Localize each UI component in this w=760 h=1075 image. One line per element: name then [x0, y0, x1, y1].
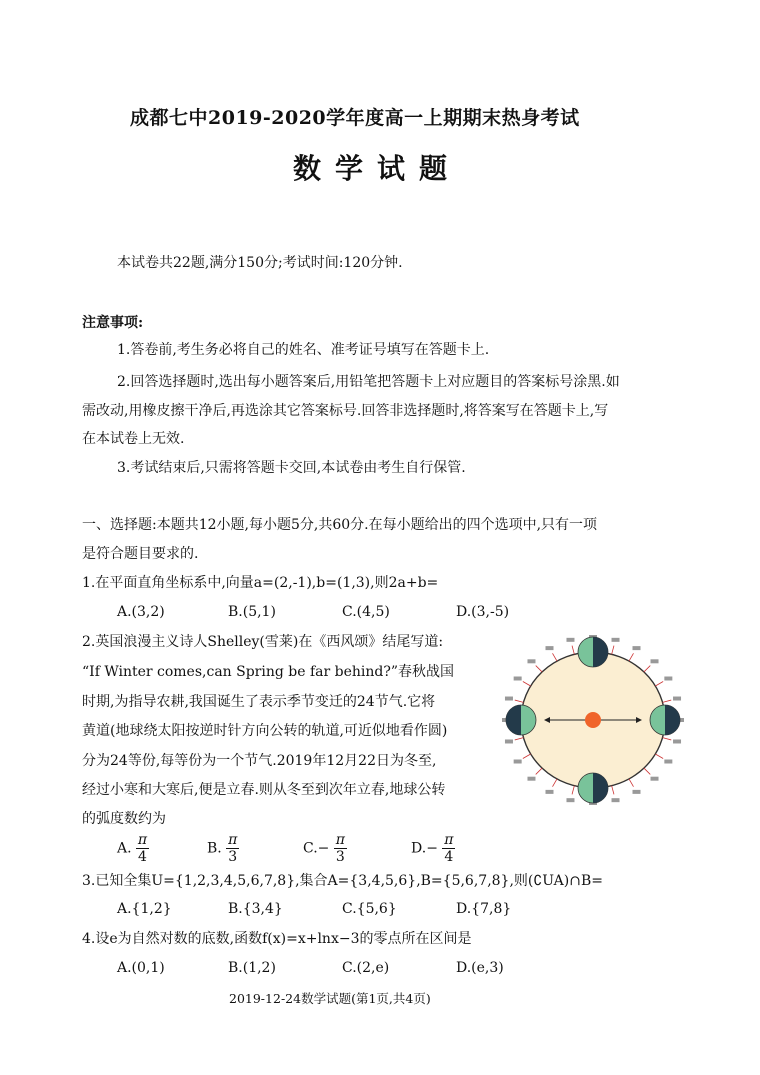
question-4-option-c: C.(2,e) — [342, 960, 390, 976]
question-3-option-a: A.{1,2} — [117, 901, 172, 917]
minus-sign: − — [426, 840, 438, 857]
fraction-numerator: π — [137, 832, 148, 848]
fraction-numerator: π — [444, 832, 454, 848]
orbit-tick — [655, 754, 663, 759]
question-1-option-c: C.(4,5) — [342, 604, 390, 620]
question-2-line-1: 2.英国浪漫主义诗人Shelley(雪莱)在《西风颂》结尾写道: — [82, 634, 444, 650]
orbit-tick — [515, 738, 524, 740]
question-2-option-c — [303, 832, 347, 865]
exam-subtitle: 数学试题 — [293, 152, 462, 185]
orbit-tick — [523, 682, 531, 687]
orbit-tick — [553, 653, 558, 661]
exam-intro: 本试卷共22题,满分150分;考试时间:120分钟. — [117, 255, 403, 271]
term-label-mark — [664, 677, 672, 681]
exam-title: 成都七中2019-2020学年度高一上期期末热身考试 — [130, 107, 580, 129]
notice-item-3: 3.考试结束后,只需将答题卡交回,本试卷由考生自行保管. — [117, 460, 466, 476]
question-4-stem: 4.设e为自然对数的底数,函数f(x)=x+lnx−3的零点所在区间是 — [82, 931, 472, 947]
question-2-line-6: 经过小寒和大寒后,便是立春.则从冬至到次年立春,地球公转 — [82, 782, 446, 798]
minus-sign: − — [317, 840, 330, 857]
earth-icon — [650, 705, 680, 735]
term-label-mark — [633, 790, 641, 794]
fraction-numerator: π — [335, 832, 345, 848]
term-label-mark — [673, 739, 681, 743]
orbit-tick — [629, 779, 634, 787]
earth-icon — [506, 705, 536, 735]
question-1-option-b: B.(5,1) — [228, 604, 276, 620]
notice-item-2-line-2: 需改动,用橡皮擦干净后,再选涂其它答案标号.回答非选择题时,将答案写在答题卡上,写 — [82, 403, 609, 419]
orbit-tick — [553, 779, 558, 787]
term-label-mark — [505, 697, 513, 701]
orbit-tick — [629, 653, 634, 661]
question-3-option-b: B.{3,4} — [228, 901, 283, 917]
term-label-mark — [514, 677, 522, 681]
question-2-line-5: 分为24等份,每等份为一个节气.2019年12月22日为冬至, — [82, 753, 437, 769]
orbit-tick — [644, 666, 650, 672]
question-4-option-a: A.(0,1) — [117, 960, 165, 976]
solar-terms-orbit-figure — [498, 628, 688, 828]
orbit-tick — [663, 738, 672, 740]
term-label-mark — [651, 777, 659, 781]
fraction — [226, 832, 239, 865]
term-label-mark — [546, 790, 554, 794]
section-heading-line-1: 一、选择题:本题共12小题,每小题5分,共60分.在每小题给出的四个选项中,只有一项 — [82, 517, 598, 533]
orbit-tick — [612, 786, 614, 795]
question-1-option-a: A.(3,2) — [117, 604, 165, 620]
question-2-option-d — [411, 832, 455, 865]
notice-item-1: 1.答卷前,考生务必将自己的姓名、准考证号填写在答题卡上. — [117, 342, 490, 358]
orbit-tick — [515, 700, 524, 702]
question-3-stem: 3.已知全集U={1,2,3,4,5,6,7,8},集合A={3,4,5,6},B={5,6,7,8},则(∁UA)∩B= — [82, 873, 603, 889]
question-4-option-b: B.(1,2) — [228, 960, 276, 976]
fraction-denominator: 3 — [335, 849, 345, 865]
question-2-line-3: 时期,为指导农耕,我国诞生了表示季节变迁的24节气.它将 — [82, 694, 436, 710]
notice-item-2-line-3: 在本试卷上无效. — [82, 431, 185, 447]
question-4-option-d: D.(e,3) — [456, 960, 504, 976]
fraction-denominator: 4 — [138, 849, 147, 865]
term-label-mark — [612, 638, 620, 642]
orbit-tick — [644, 768, 650, 774]
page-footer: 2019-12-24数学试题(第1页,共4页) — [229, 991, 431, 1006]
term-label-mark — [633, 646, 641, 650]
fraction-denominator: 4 — [444, 849, 454, 865]
term-label-mark — [527, 659, 535, 663]
option-label: B. — [207, 840, 222, 857]
section-heading-line-2: 是符合题目要求的. — [82, 546, 199, 562]
term-label-mark — [566, 798, 574, 802]
term-label-mark — [566, 638, 574, 642]
fraction — [442, 832, 455, 865]
question-2-line-2: “If Winter comes,can Spring be far behind?”春秋战国 — [82, 664, 455, 680]
fraction-numerator: π — [228, 832, 238, 848]
term-label-mark — [612, 798, 620, 802]
question-3-option-c: C.{5,6} — [342, 901, 397, 917]
term-label-mark — [505, 739, 513, 743]
question-2-line-7: 的弧度数约为 — [82, 811, 166, 827]
term-label-mark — [673, 697, 681, 701]
option-label: C. — [303, 840, 318, 857]
term-label-mark — [527, 777, 535, 781]
option-label: D. — [411, 840, 427, 857]
question-2-line-4: 黄道(地球绕太阳按逆时针方向公转的轨道,可近似地看作圆) — [82, 723, 448, 739]
sun-icon — [585, 712, 601, 728]
fraction-denominator: 3 — [228, 849, 238, 865]
orbit-tick — [536, 666, 542, 672]
question-2-option-a — [117, 832, 149, 865]
term-label-mark — [664, 760, 672, 764]
fraction — [136, 832, 149, 865]
orbit-tick — [612, 646, 614, 655]
orbit-tick — [523, 754, 531, 759]
fraction — [334, 832, 347, 865]
orbit-tick — [572, 786, 574, 795]
question-3-option-d: D.{7,8} — [456, 901, 512, 917]
option-label: A. — [117, 840, 132, 857]
orbit-tick — [655, 682, 663, 687]
orbit-tick — [536, 768, 542, 774]
question-1-option-d: D.(3,-5) — [456, 604, 510, 620]
earth-icon — [578, 773, 608, 803]
orbit-tick — [663, 700, 672, 702]
term-label-mark — [514, 760, 522, 764]
term-label-mark — [546, 646, 554, 650]
notice-item-2-line-1: 2.回答选择题时,选出每小题答案后,用铅笔把答题卡上对应题目的答案标号涂黑.如 — [117, 374, 620, 390]
notice-heading: 注意事项: — [82, 315, 144, 331]
question-2-option-b — [207, 832, 239, 865]
question-1-stem: 1.在平面直角坐标系中,向量a=(2,-1),b=(1,3),则2a+b= — [82, 575, 439, 591]
earth-icon — [578, 637, 608, 667]
orbit-tick — [572, 646, 574, 655]
term-label-mark — [651, 659, 659, 663]
